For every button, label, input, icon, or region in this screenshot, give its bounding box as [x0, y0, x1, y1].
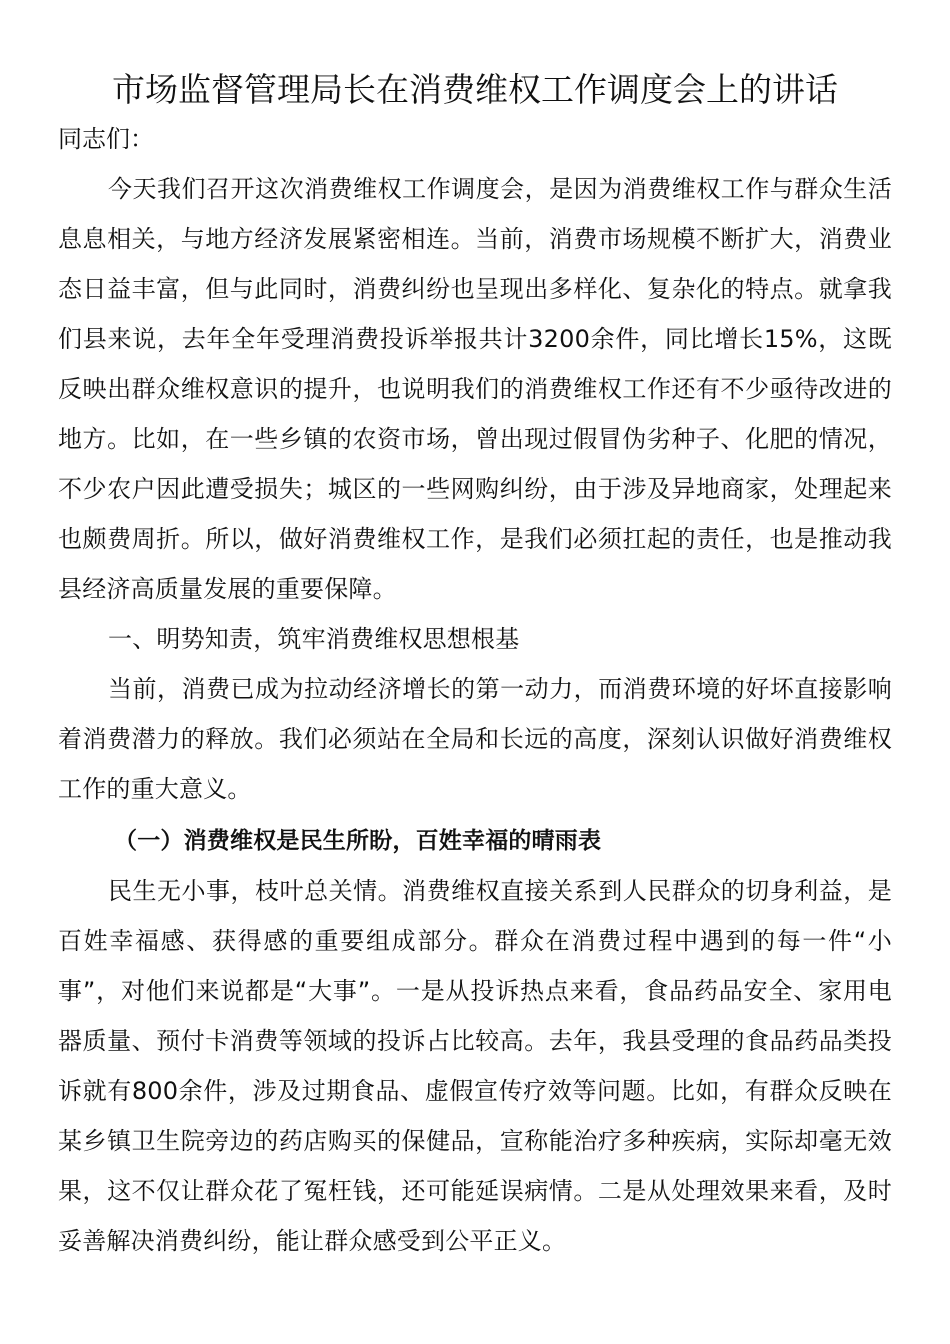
document-title: 市场监督管理局长在消费维权工作调度会上的讲话	[112, 70, 838, 109]
paragraph-subsection-1: 民生无小事，枝叶总关情。消费维权直接关系到人民群众的切身利益，是百姓幸福感、获得感的重要组成部分。群众在消费过程中遇到的每一件“小事”，对他们来说都是“大事”。一是从投诉热点来看，食品药品安全、家用电器质量、预付卡消费等领域的投诉占比较高。去年，我县受理的食品药品类投诉就有800余件，涉及过期食品、虚假宣传疗效等问题。比如，有群众反映在某乡镇卫生院旁边的药店购买的保健品，宣称能治疗多种疾病，实际却毫无效果，这不仅让群众花了冤枉钱，还可能延误病情。二是从处理效果来看，及时妥善解决消费纠纷，能让群众感受到公平正义。	[58, 877, 892, 1255]
paragraph-intro: 今天我们召开这次消费维权工作调度会，是因为消费维权工作与群众生活息息相关，与地方经济发展紧密相连。当前，消费市场规模不断扩大，消费业态日益丰富，但与此同时，消费纠纷也呈现出多样化、复杂化的特点。就拿我们县来说，去年全年受理消费投诉举报共计3200余件，同比增长15%，这既反映出群众维权意识的提升，也说明我们的消费维权工作还有不少亟待改进的地方。比如，在一些乡镇的农资市场，曾出现过假冒伪劣种子、化肥的情况，不少农户因此遭受损失；城区的一些网购纠纷，由于涉及异地商家，处理起来也颇费周折。所以，做好消费维权工作，是我们必须扛起的责任，也是推动我县经济高质量发展的重要保障。	[58, 175, 892, 603]
section-heading-1: 一、明势知责，筑牢消费维权思想根基	[108, 625, 520, 653]
paragraph-section-1: 当前，消费已成为拉动经济增长的第一动力，而消费环境的好坏直接影响着消费潜力的释放。我们必须站在全局和长远的高度，深刻认识做好消费维权工作的重大意义。	[58, 675, 892, 803]
subsection-heading-1: （一）消费维权是民生所盼，百姓幸福的晴雨表	[114, 828, 602, 854]
document-body	[58, 114, 892, 1266]
salutation: 同志们：	[58, 125, 154, 153]
